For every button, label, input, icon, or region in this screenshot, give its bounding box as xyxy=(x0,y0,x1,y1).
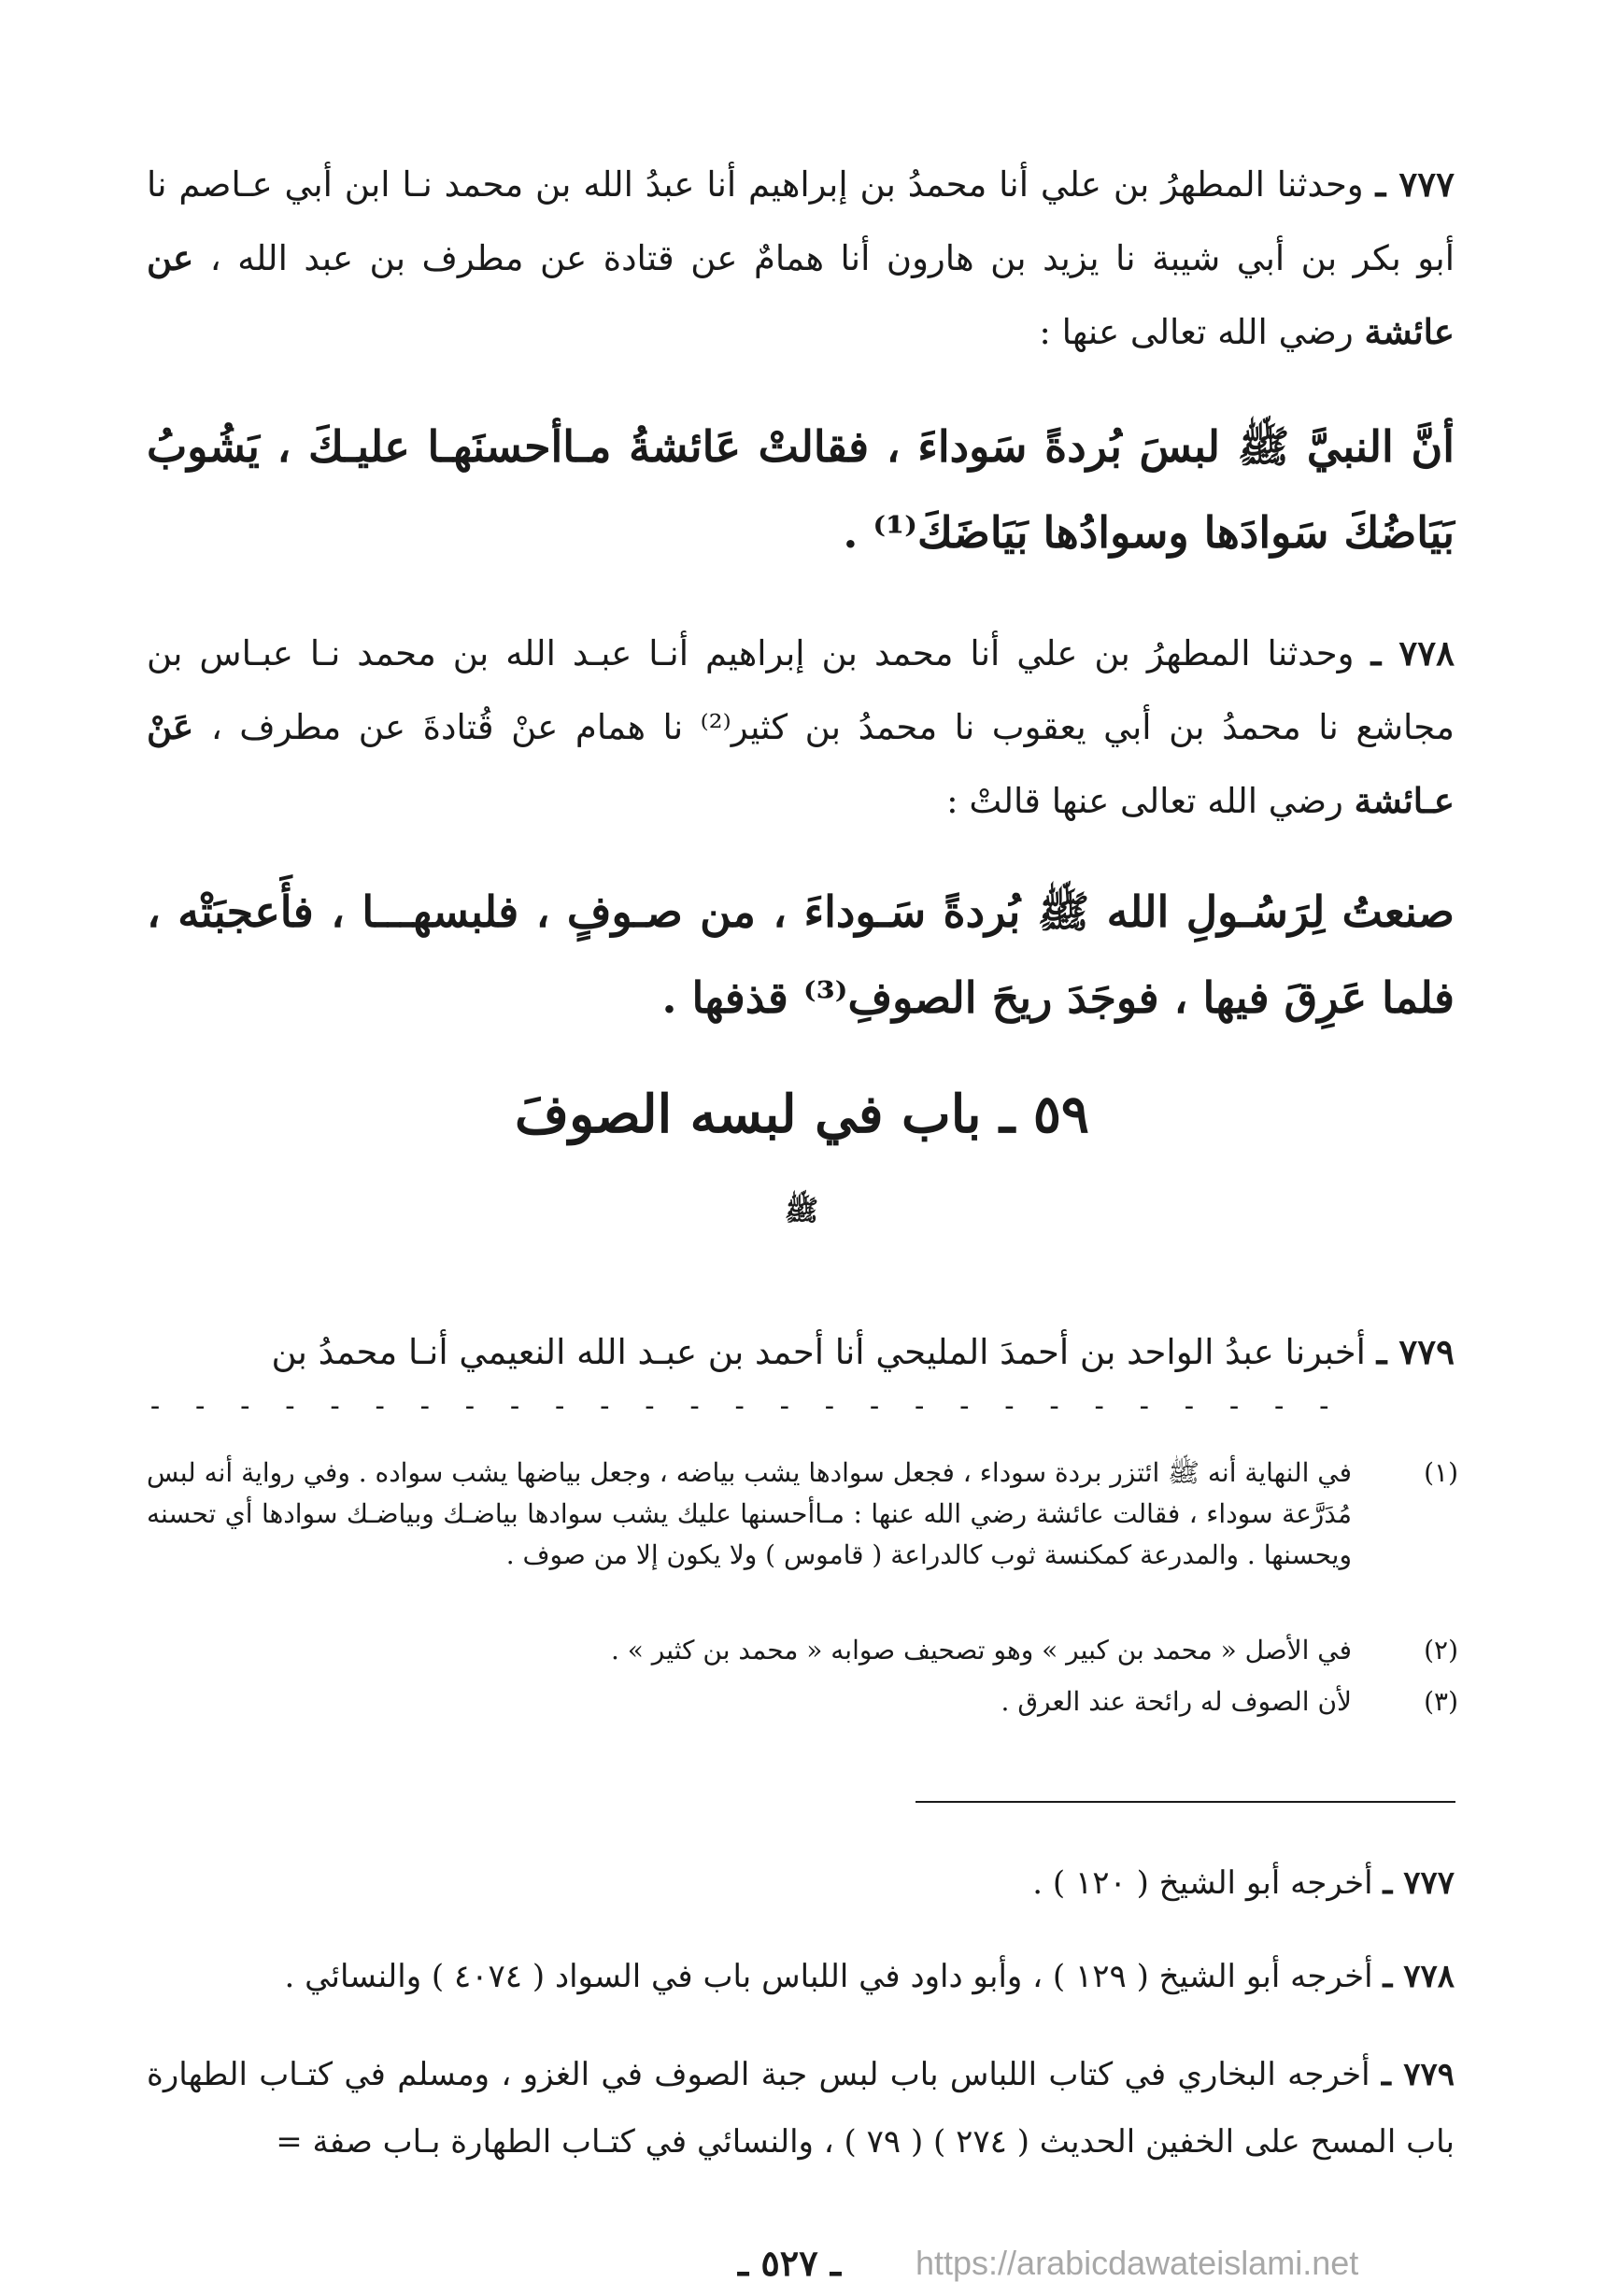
page-number: ـ ٥٢٧ ـ xyxy=(738,2242,841,2284)
hadith-779-isnad xyxy=(147,1315,1455,1389)
footnote-number: (١) xyxy=(1424,1457,1458,1488)
isnad-text: وحدثنا المطهرُ بن علي أنا محمد بن إبراهيم أنـا عبـد الله بن محمد نـا عبـاس بن مجاشع نا محمدُ بن أبي يعقوب نا محمدُ بن كثير⁽²⁾ نا همام عنْ قُتادةَ عن مطرف ، xyxy=(147,633,1455,747)
hadith-777-matn: أنَّ النبيَّ ﷺ لبسَ بُردةً سَوداءَ ، فقالتْ عَائشةُ مـاأحسنَهـا عليـكَ ، يَشُوبُ بَيَاضُكَ سَوادَها وسوادُها بَيَاضَكَ⁽¹⁾ . xyxy=(147,421,1455,558)
footnote-1 xyxy=(147,1453,1458,1576)
section-divider xyxy=(916,1801,1455,1803)
takhrij-779 xyxy=(147,2041,1455,2176)
narrator-name: عن عائشة xyxy=(147,237,1455,352)
chapter-title: ٥٩ ـ باب في لبسه الصوفَ xyxy=(515,1084,1089,1145)
hadith-number: ٧٧٧ ـ xyxy=(1375,163,1455,205)
takhrij-number: ٧٧٩ ـ xyxy=(1381,2056,1455,2093)
isnad-text: وحدثنا المطهرُ بن علي أنا محمدُ بن إبراهيم أنا عبدُ الله بن محمد نـا ابن أبي عـاصم نا أبو بكر بن أبي شيبة نا يزيد بن هارون أنا همامٌ عن قتادة عن مطرف بن عبد الله ، xyxy=(147,164,1455,278)
takhrij-text: أخرجه أبو الشيخ ( ١٢٩ ) ، وأبو داود في اللباس باب في السواد ( ٤٠٧٤ ) والنسائي . xyxy=(284,1958,1373,1995)
hadith-number: ٧٧٨ ـ xyxy=(1370,632,1455,673)
hadith-778-matn: صنعتُ لِرَسُـولِ الله ﷺ بُردةً سَـوداءَ ، من صـوفٍ ، فلبسهـــا ، فأَعجبَتْه ، فلما عَرِقَ فيها ، فوجَدَ ريحَ الصوفِ⁽³⁾ قذفها . xyxy=(147,886,1455,1023)
footnote-text: في النهاية أنه ﷺ ائتزر بردة سوداء ، فجعل سوادها يشب بياضه ، وجعل بياضها يشب سواده . وفي رواية أنه لبس مُدَرَّعة سوداء ، فقالت عائشة رضي الله عنها : مـاأحسنها عليك يشب سوادها بياضـك وبياضـك سوادها أي تحسنه ويحسنها . والمدرعة كمكنسة ثوب كالدراعة ( قاموس ) ولا يكون إلا من صوف . xyxy=(147,1457,1352,1570)
hadith-number: ٧٧٩ ـ xyxy=(1376,1331,1455,1372)
isnad-ending: رضي الله تعالى عنها : xyxy=(1039,312,1354,352)
footnote-number: (٢) xyxy=(1424,1635,1458,1665)
footnote-text: لأن الصوف له رائحة عند العرق . xyxy=(1001,1686,1352,1717)
footnote-2 xyxy=(147,1630,1458,1671)
footnote-number: (٣) xyxy=(1424,1686,1458,1717)
takhrij-777 xyxy=(147,1850,1455,1917)
hadith-778-isnad xyxy=(147,617,1455,838)
watermark-url: https://arabicdawateislami.net xyxy=(916,2244,1359,2282)
footnote-separator: - - - - - - - - - - - - - - - - - - - - - - - - - - - xyxy=(147,1390,1339,1423)
takhrij-text: أخرجه البخاري في كتاب اللباس باب لبس جبة الصوف في الغزو ، ومسلم في كتـاب الطهارة باب المسح على الخفين الحديث ( ٢٧٤ ) ( ٧٩ ) ، والنسائي في كتـاب الطهارة بـاب صفة = xyxy=(147,2056,1455,2161)
isnad-ending: رضي الله تعالى عنها قالتْ : xyxy=(946,781,1343,821)
takhrij-text: أخرجه أبو الشيخ ( ١٢٠ ) . xyxy=(1032,1864,1373,1902)
takhrij-778 xyxy=(147,1943,1455,2010)
footnote-text: في الأصل « محمد بن كبير » وهو تصحيف صوابه « محمد بن كثير » . xyxy=(610,1635,1352,1665)
footnote-3 xyxy=(147,1681,1458,1722)
isnad-text: أخبرنا عبدُ الواحد بن أحمدَ المليحي أنا أحمد بن عبـد الله النعيمي أنـا محمدُ بن xyxy=(271,1332,1366,1372)
takhrij-number: ٧٧٧ ـ xyxy=(1383,1864,1455,1902)
narrator-name: عَنْ عـائشة xyxy=(147,706,1455,821)
salutation-glyph: ﷺ xyxy=(784,1195,819,1227)
takhrij-number: ٧٧٨ ـ xyxy=(1383,1958,1455,1995)
hadith-777-isnad xyxy=(147,148,1455,369)
